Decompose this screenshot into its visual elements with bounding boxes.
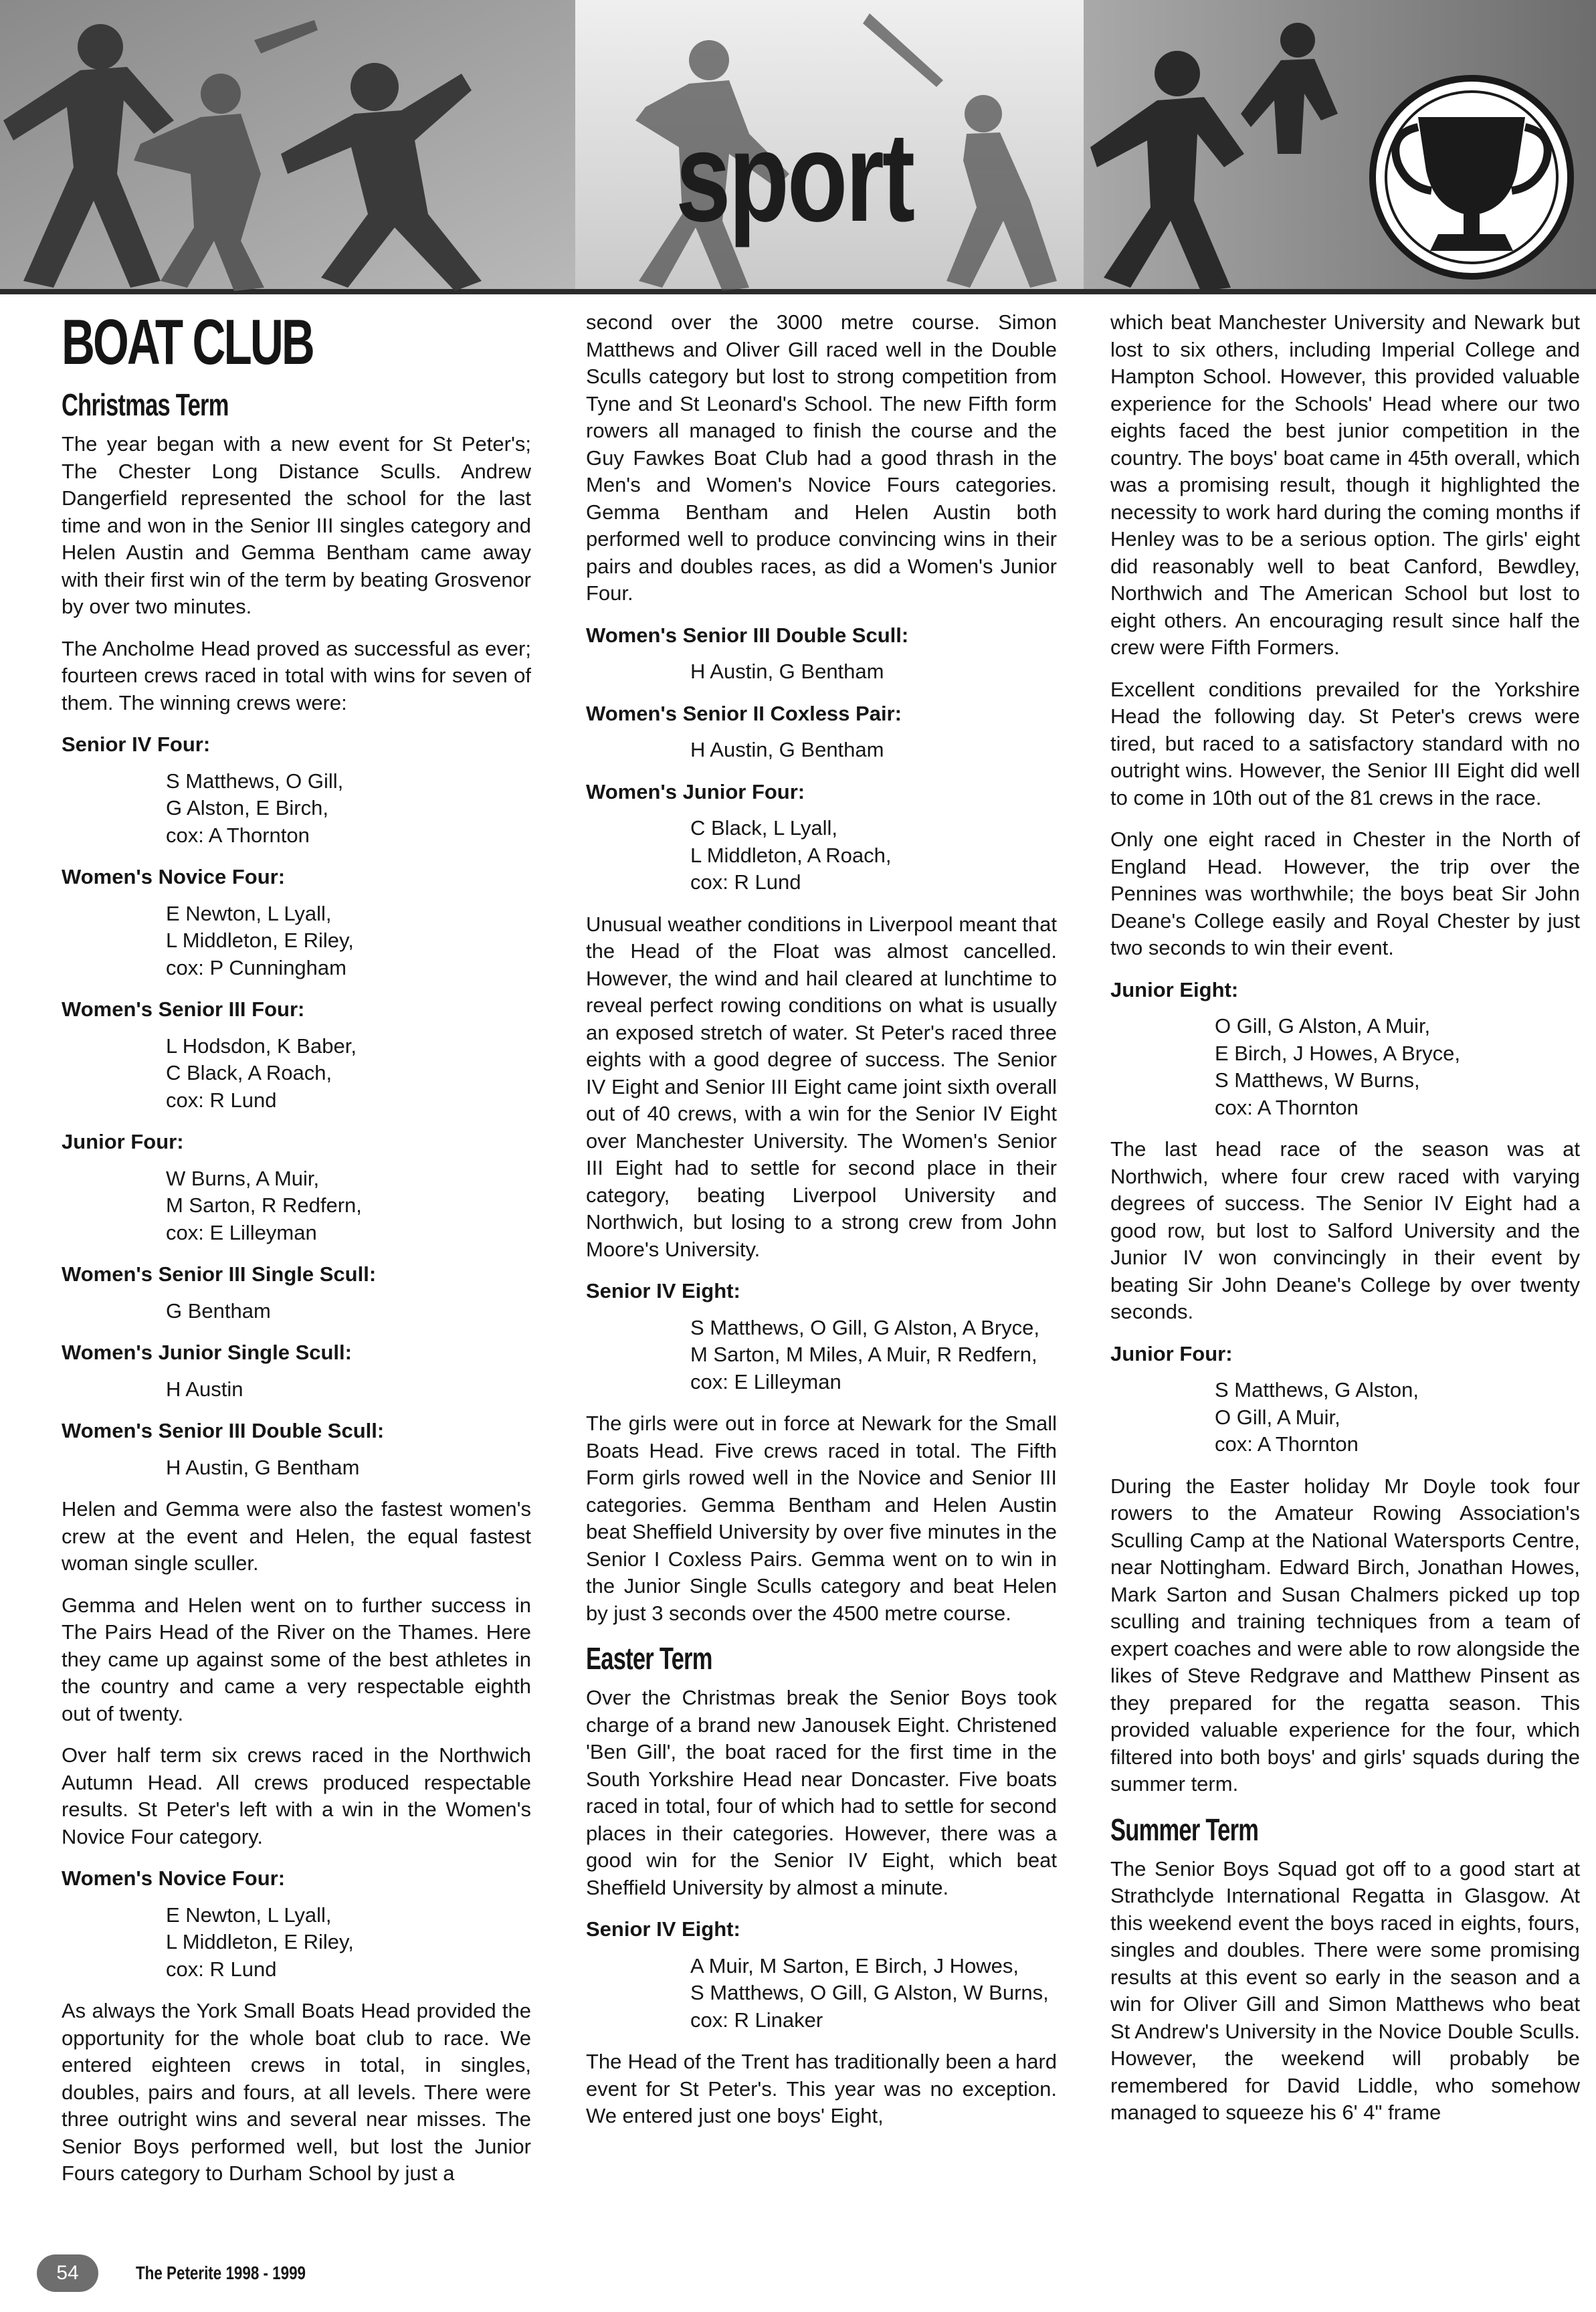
crew-line: cox: A Thornton (1215, 1095, 1359, 1119)
crew-line: W Burns, A Muir, (166, 1166, 320, 1190)
crew-label: Women's Senior III Single Scull: (62, 1262, 377, 1286)
crew-line: G Alston, E Birch, (166, 796, 328, 820)
paragraph: Excellent conditions prevailed for the Yorkshire Head the following day. St Peter's crews were tired, but raced to a satisfactory standard with no outright wins. However, the Senior III Eight did well to come in 10th out of the 81 crews in the race. (1110, 677, 1580, 809)
crew-list (690, 737, 1057, 764)
banner-sport-title: sport (676, 106, 913, 249)
crew-label: Junior Four: (1110, 1341, 1233, 1365)
paragraph: Gemma and Helen went on to further success in The Pairs Head of the River on the Thames. Here they came up against some of the best athletes in the country and came a very respectable eighth out of twenty. (62, 1593, 531, 1725)
crew-line: O Gill, A Muir, (1215, 1405, 1340, 1429)
paragraph: The Ancholme Head proved as successful as ever; fourteen crews raced in total with wins for seven of them. The winning crews were: (62, 636, 531, 714)
crew-list (690, 1953, 1057, 2034)
paragraph: The girls were out in force at Newark for the Small Boats Head. Five crews raced in total. The Fifth Form girls rowed well in the Novice and Senior III categories. Gemma Bentham and Helen Austin beat Sheffield University by over five minutes in the Senior I Coxless Pairs. Gemma went on to win in the Junior Single Sculls category and beat Helen by just 3 seconds over the 4500 metre course. (586, 1412, 1057, 1625)
crew-line: cox: R Lund (166, 1088, 277, 1112)
summer-term-heading: Summer Term (1110, 1812, 1259, 1847)
crew-list (1215, 1377, 1580, 1458)
paragraph-part: which beat Manchester University and Newark but lost to six others, including Imperial College and Hampton School. However, this provided valuable experience for the Schools' Head where our two eights faced the best junior competition in the country. The boys' boat came in 45th overall, which was a promising result, though it highlighted the necessity to work hard during the coming months if Henley was to be a serious option. The girls' eight did reasonably well to beat Canford, Bewdley, Northwich and The American School but lost to eight others. An encouraging result since half the crew were Fifth Formers. (1110, 310, 1580, 659)
crew-line: S Matthews, O Gill, G Alston, A Bryce, (690, 1315, 1040, 1339)
crew-line: L Hodsdon, K Baber, (166, 1034, 357, 1058)
crew-line: G Bentham (166, 1298, 271, 1323)
crew-label: Women's Junior Single Scull: (62, 1341, 352, 1364)
crew-list (690, 658, 1057, 686)
crew-label: Senior IV Four: (62, 733, 211, 756)
article-column-1 (62, 306, 531, 2202)
crew-list (166, 1298, 531, 1325)
crew-line: cox: A Thornton (1215, 1432, 1359, 1456)
crew-line: O Gill, G Alston, A Muir, (1215, 1014, 1431, 1038)
crew-line: A Muir, M Sarton, E Birch, J Howes, (690, 1953, 1019, 1978)
crew-line: cox: R Linaker (690, 2008, 823, 2032)
crew-list (166, 768, 531, 850)
crew-list (166, 900, 531, 982)
crew-line: S Matthews, W Burns, (1215, 1068, 1420, 1092)
crew-line: cox: R Lund (690, 870, 801, 894)
crew-label: Women's Senior III Double Scull: (586, 623, 909, 647)
crew-line: S Matthews, O Gill, (166, 769, 344, 793)
crew-line: cox: E Lilleyman (166, 1220, 317, 1244)
crew-label: Women's Senior III Double Scull: (62, 1419, 385, 1442)
crew-list (166, 1376, 531, 1404)
publication-title: The Peterite 1998 - 1999 (136, 2262, 306, 2283)
crew-label: Women's Novice Four: (62, 865, 286, 888)
crew-line: S Matthews, O Gill, G Alston, W Burns, (690, 1981, 1049, 2004)
crew-label: Women's Senior II Coxless Pair: (586, 701, 902, 725)
crew-line: L Middleton, A Roach, (690, 843, 892, 867)
article-column-2 (586, 309, 1057, 2145)
crew-list (166, 1165, 531, 1247)
crew-list (166, 1902, 531, 1984)
crew-line: H Austin, G Bentham (690, 660, 884, 683)
paragraph: Helen and Gemma were also the fastest women's crew at the event and Helen, the equal fastest woman single sculler. (62, 1497, 531, 1575)
paragraph-part: second over the 3000 metre course. Simon Matthews and Oliver Gill raced well in the Double Sculls category but lost to strong competition from Tyne and St Leonard's School. The new Fifth form rowers all managed to finish the course and the Guy Fawkes Boat Club had a good thrash in the Men's and Women's Novice Fours categories. Gemma Bentham and Helen Austin both performed well to produce convincing wins in their pairs and doubles races, as did a Women's Junior Four. (586, 310, 1057, 605)
paragraph: Unusual weather conditions in Liverpool meant that the Head of the Float was almost cancelled. However, the wind and hail cleared at lunchtime to reveal perfect rowing conditions on what is usually an exposed stretch of water. St Peter's raced three eights with a good degree of success. The Senior IV Eight and Senior III Eight came joint sixth overall out of 40 crews, with a win for the Senior IV Eight over Manchester University. The Women's Senior III Eight had to settle for second place in their category, beating Liverpool University and Northwich, but losing to a strong crew from John Moore's University. (586, 912, 1057, 1261)
trophy-icon (1373, 78, 1571, 276)
article-title: BOAT CLUB (62, 306, 313, 378)
paragraph: Over half term six crews raced in the Northwich Autumn Head. All crews produced respectable results. St Peter's left with a win in the Women's Novice Four category. (62, 1743, 531, 1848)
crew-line: E Newton, L Lyall, (166, 1903, 332, 1927)
paragraph: The last head race of the season was at Northwich, where four crew raced with varying degrees of success. The Senior IV Eight had a good row, but lost to Salford University and the Junior IV won convincingly in their event by beating Sir John Deane's College by over twenty seconds. (1110, 1137, 1580, 1323)
crew-label: Women's Senior III Four: (62, 997, 305, 1021)
crew-label: Senior IV Eight: (586, 1279, 740, 1303)
crew-line: C Black, A Roach, (166, 1061, 332, 1084)
crew-line: H Austin (166, 1377, 243, 1401)
crew-line: L Middleton, E Riley, (166, 1930, 354, 1953)
crew-line: H Austin, G Bentham (690, 738, 884, 761)
paragraph-part: The Head of the Trent has traditionally been a hard event for St Peter's. This year was no exception. We entered just one boys' Eight, (586, 2050, 1057, 2127)
paragraph: The year began with a new event for St Peter's; The Chester Long Distance Sculls. Andrew Dangerfield represented the school for the last time and won in the Senior III singles category and Helen Austin and Gemma Bentham came away with their first win of the term by beating Grosvenor by over two minutes. (62, 432, 531, 618)
sport-banner (0, 0, 1596, 294)
paragraph: The Senior Boys Squad got off to a good start at Strathclyde International Regatta in Glasgow. At this weekend event the boys raced in eights, fours, singles and doubles. There were some promising results at this event so early in the season and a win for Oliver Gill and Simon Matthews who beat St Andrew's University in the Novice Double Sculls. However, the weekend will probably be remembered for David Liddle, who somehow managed to squeeze his 6' 4" frame (1110, 1856, 1580, 2124)
crew-line: C Black, L Lyall, (690, 816, 837, 840)
paragraph-part: As always the York Small Boats Head provided the opportunity for the whole boat club to race. We entered eighteen crews in total, in singles, doubles, pairs and fours, at all levels. There were three outright wins and several near misses. The Senior Boys performed well, but lost the Junior Fours category to Durham School by just a (62, 1999, 531, 2185)
crew-line: M Sarton, R Redfern, (166, 1193, 362, 1217)
article-column-3 (1110, 309, 1580, 2141)
crew-list (166, 1033, 531, 1115)
crew-label: Junior Eight: (1110, 977, 1239, 1001)
christmas-term-heading: Christmas Term (62, 387, 229, 422)
crew-label: Women's Junior Four: (586, 779, 805, 803)
easter-term-heading: Easter Term (586, 1641, 712, 1676)
crew-line: E Newton, L Lyall, (166, 901, 332, 925)
athletes-collage-image (0, 0, 1596, 294)
crew-line: S Matthews, G Alston, (1215, 1378, 1419, 1402)
crew-label: Women's Novice Four: (62, 1866, 286, 1890)
crew-list (690, 1315, 1057, 1396)
crew-line: cox: A Thornton (166, 823, 310, 847)
crew-line: M Sarton, M Miles, A Muir, R Redfern, (690, 1343, 1037, 1366)
paragraph: During the Easter holiday Mr Doyle took four rowers to the Amateur Rowing Association's Sculling Camp at the National Watersports Centre, near Nottingham. Edward Birch, Jonathan Howes, Mark Sarton and Susan Chalmers picked up top sculling and training techniques from a team of expert coaches and were able to row alongside the likes of Steve Redgrave and Matthew Pinsent as they prepared for the regatta season. This provided valuable experience for the four, which filtered into both boys' and girls' squads during the summer term. (1110, 1474, 1580, 1796)
crew-label: Senior IV Eight: (586, 1917, 740, 1941)
paragraph: Only one eight raced in Chester in the North of England Head. However, the trip over the Pennines was worthwhile; the boys beat Sir John Deane's College easily and Royal Chester by just two seconds to win their event. (1110, 828, 1580, 959)
crew-line: H Austin, G Bentham (166, 1455, 360, 1479)
crew-line: cox: R Lund (166, 1957, 277, 1981)
page-number: 54 (37, 2254, 98, 2292)
crew-line: E Birch, J Howes, A Bryce, (1215, 1041, 1460, 1065)
crew-line: L Middleton, E Riley, (166, 929, 354, 952)
crew-list (1215, 1013, 1580, 1121)
crew-list (690, 815, 1057, 896)
crew-label: Junior Four: (62, 1130, 184, 1153)
page-footer (37, 2254, 438, 2295)
paragraph: Over the Christmas break the Senior Boys took charge of a brand new Janousek Eight. Christened 'Ben Gill', the boat raced for the first time in the South Yorkshire Head near Doncaster. Five boats raced in total, four of which had to settle for second places in their categories. However, there was a good win for the Senior IV Eight, which beat Sheffield University by almost a minute. (586, 1686, 1057, 1899)
crew-list (166, 1454, 531, 1482)
crew-line: cox: P Cunningham (166, 955, 346, 979)
crew-line: cox: E Lilleyman (690, 1369, 841, 1393)
